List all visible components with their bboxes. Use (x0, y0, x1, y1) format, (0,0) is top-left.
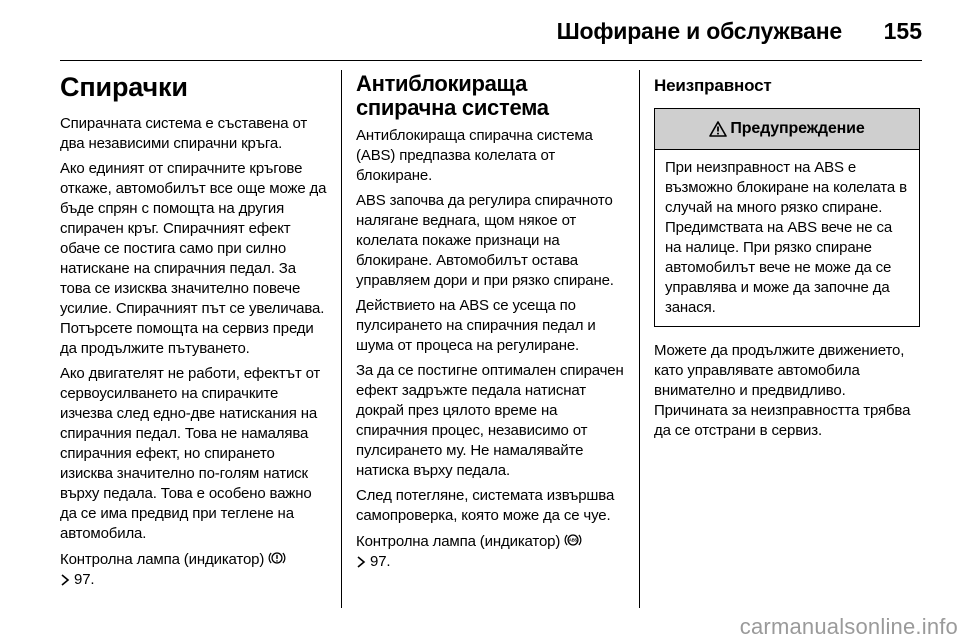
section-heading-brakes: Спирачки (60, 72, 188, 102)
column-divider (341, 70, 342, 608)
warning-triangle-icon (709, 121, 727, 137)
brake-warning-icon (268, 549, 286, 567)
paragraph: Антиблокираща спирачна система (ABS) предпазва колелата от блокиране. (356, 127, 593, 184)
page-number: 155 (883, 18, 922, 44)
warning-header (655, 109, 919, 150)
paragraph: ABS започва да регулира спирачното налягане веднага, щом някое от колелата покаже признаци на блокиране. Автомобилът остава управляем дори и при рязко спиране. (356, 192, 614, 289)
column-abs (356, 72, 624, 579)
paragraph: За да се постигне оптимален спирачен ефект задръжте педала натиснат докрай през цялото време на спирачния процес, независимо от пулсирането му. Не намалявайте натиска върху педала. (356, 362, 624, 479)
lamp-text: Контролна лампа (индикатор) (60, 551, 265, 568)
lamp-reference (356, 531, 624, 574)
page-reference-link[interactable] (356, 552, 390, 572)
reference-page: 97. (370, 553, 391, 570)
svg-text:ABS: ABS (569, 537, 578, 543)
reference-page: 97. (74, 571, 95, 588)
paragraph: Спирачната система е съставена от два независими спирачни кръга. (60, 115, 308, 152)
arrow-reference-icon (60, 574, 70, 586)
section-heading-malfunction: Неизправност (654, 76, 772, 95)
header-title: Шофиране и обслужване (556, 18, 842, 44)
abs-icon (564, 531, 582, 549)
lamp-reference (60, 549, 328, 592)
arrow-reference-icon (356, 556, 366, 568)
page-header (0, 0, 960, 60)
paragraph: След потегляне, системата извършва самопроверка, която може да се чуе. (356, 487, 615, 524)
warning-title: Предупреждение (730, 120, 865, 137)
paragraph: Действието на ABS се усеща по пулсирането на спирачния педал и шума от процеса на регулиране. (356, 297, 596, 354)
paragraph: Ако двигателят не работи, ефектът от сервоусилването на спирачките изчезва след едно-две натискания на спирачния педал. Това не намалява спирачния ефект, но спирането изисква значително по-голям натиск върху педала. Това е особено важно да се има предвид при теглене на автомобила. (60, 365, 321, 542)
section-heading-abs: Антиблокираща спирачна система (356, 71, 549, 120)
paragraph: Можете да продължите движението, като управлявате автомобила внимателно и предвидливо. Причината за неизправността трябва да се отстрани в сервиз. (654, 342, 911, 439)
warning-box (654, 108, 920, 327)
lamp-text: Контролна лампа (индикатор) (356, 533, 561, 550)
page-reference-link[interactable] (60, 570, 94, 590)
column-brakes (60, 72, 328, 597)
column-divider (639, 70, 640, 608)
column-malfunction (654, 72, 920, 446)
paragraph: Ако единият от спирачните кръгове откаже, автомобилът все още може да бъде спрян с помощта на другия спирачен кръг. Спирачният ефект обаче се постига само при силно натискане на спирачния педал. За това се изисква значително повече усилие. Спирачният път се увеличава. Потърсете помощта на сервиз преди да продължите пътуването. (60, 160, 327, 357)
watermark: carmanualsonline.info (739, 614, 958, 639)
warning-text: При неизправност на ABS е възможно блокиране на колелата в случай на много рязко спиране. Предимствата на ABS вече не са на налице. При рязко спиране автомобилът вече не може да се управлява и може да започне да занася. (665, 159, 907, 316)
header-rule (60, 60, 922, 61)
